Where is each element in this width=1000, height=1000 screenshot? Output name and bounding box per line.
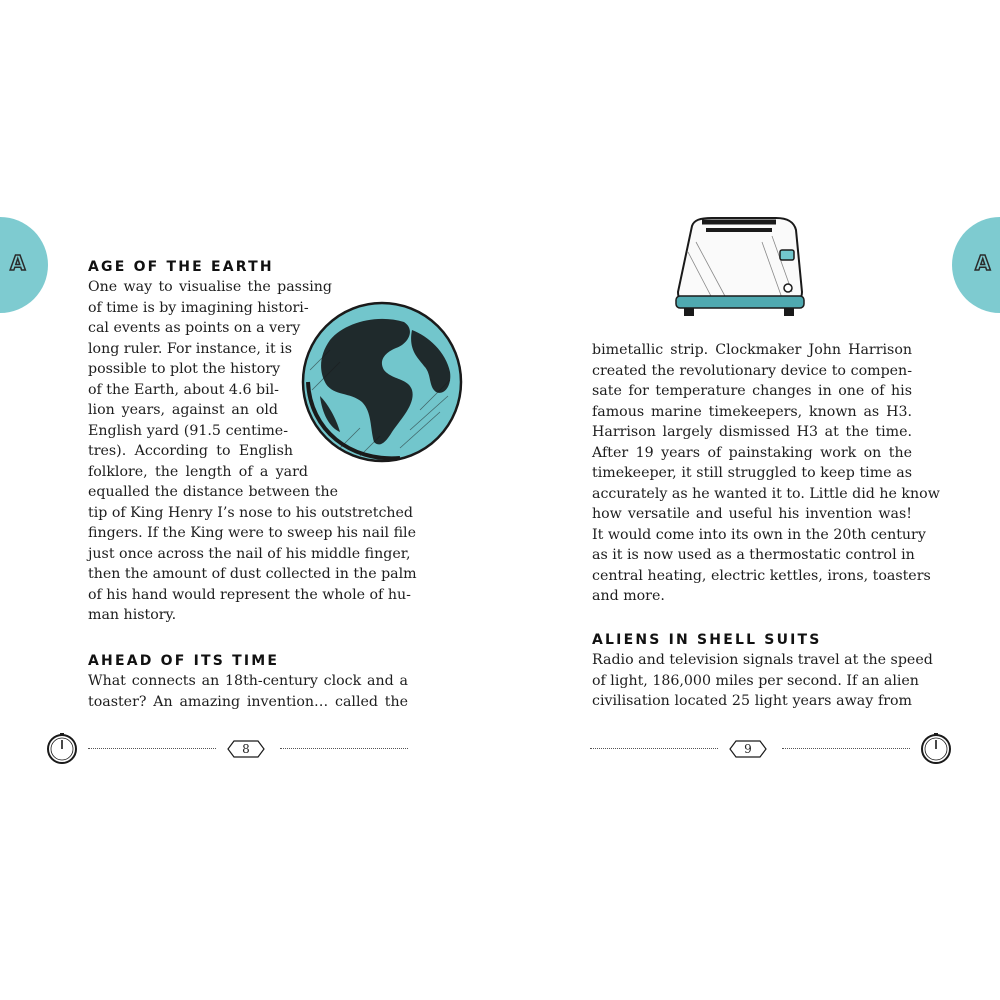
tab-letter-left: A — [10, 251, 26, 275]
footer-dots-right-b — [782, 748, 910, 749]
text-line: of time is by imagining histori- — [88, 299, 309, 316]
text-line: Harrison largely dismissed H3 at the time. — [592, 424, 912, 440]
footer-left — [46, 733, 456, 765]
text-line: civilisation located 25 light years away from — [592, 693, 912, 709]
section-tab-right — [952, 217, 1000, 313]
text-line: sate for temperature changes in one of his — [592, 383, 912, 399]
earth-globe-illustration — [300, 300, 464, 464]
page-number-8: 8 — [224, 738, 268, 760]
text-line: and more. — [592, 588, 665, 604]
footer-right — [590, 733, 1000, 765]
text-line: central heating, electric kettles, irons, toasters — [592, 567, 931, 584]
text-line: long ruler. For instance, it is — [88, 340, 292, 357]
section-tab-left — [0, 217, 48, 313]
text-line: how versatile and useful his invention was! — [592, 506, 912, 522]
text-line: One way to visualise the passing — [88, 279, 332, 295]
right-page — [500, 0, 1000, 1000]
text-line: lion years, against an old — [88, 402, 278, 418]
text-line: fingers. If the King were to sweep his nail file — [88, 525, 416, 541]
text-line: equalled the distance between the — [88, 484, 338, 500]
clock-icon — [46, 733, 78, 765]
section-ahead-of-its-time-body — [88, 671, 408, 712]
text-line: timekeeper, it still struggled to keep time as — [592, 465, 912, 481]
tab-letter-right: A — [975, 251, 991, 275]
text-line: English yard (91.5 centime- — [88, 422, 288, 439]
section-ahead-of-its-time-continued — [592, 340, 940, 607]
text-line: tip of King Henry I’s nose to his outstretched — [88, 504, 414, 521]
page-number-9: 9 — [726, 738, 770, 760]
heading-ahead-of-its-time: AHEAD OF ITS TIME — [88, 653, 280, 669]
text-line: It would come into its own in the 20th century — [592, 526, 926, 543]
text-line: then the amount of dust collected in the palm — [88, 566, 417, 582]
text-line: possible to plot the history — [88, 361, 281, 377]
footer-dots-left-a — [88, 748, 216, 749]
text-line: of the Earth, about 4.6 bil- — [88, 381, 279, 398]
footer-dots-left-b — [280, 748, 408, 749]
clock-icon — [920, 733, 952, 765]
text-line: famous marine timekeepers, known as H3. — [592, 403, 912, 420]
toaster-illustration — [672, 212, 812, 332]
text-line: folklore, the length of a yard — [88, 463, 308, 480]
text-line: of his hand would represent the whole of hu- — [88, 586, 411, 603]
text-line: accurately as he wanted it to. Little did he know — [592, 485, 940, 502]
text-line: just once across the nail of his middle finger, — [88, 545, 411, 562]
text-line: toaster? An amazing invention… called the — [88, 693, 408, 710]
text-line: created the revolutionary device to compen- — [592, 362, 912, 379]
footer-dots-right-a — [590, 748, 718, 749]
text-line: bimetallic strip. Clockmaker John Harrison — [592, 342, 912, 358]
heading-aliens-in-shell-suits: ALIENS IN SHELL SUITS — [592, 632, 822, 648]
text-line: Radio and television signals travel at the speed — [592, 652, 933, 668]
text-line: cal events as points on a very — [88, 320, 301, 336]
text-line: as it is now used as a thermostatic control in — [592, 547, 915, 563]
text-line: man history. — [88, 607, 177, 623]
text-line: What connects an 18th-century clock and a — [88, 673, 408, 689]
text-line: tres). According to English — [88, 443, 293, 459]
text-line: of light, 186,000 miles per second. If an alien — [592, 672, 919, 689]
text-line: After 19 years of painstaking work on the — [592, 444, 912, 461]
section-aliens-in-shell-suits-body — [592, 650, 933, 712]
heading-age-of-the-earth: AGE OF THE EARTH — [88, 259, 274, 275]
